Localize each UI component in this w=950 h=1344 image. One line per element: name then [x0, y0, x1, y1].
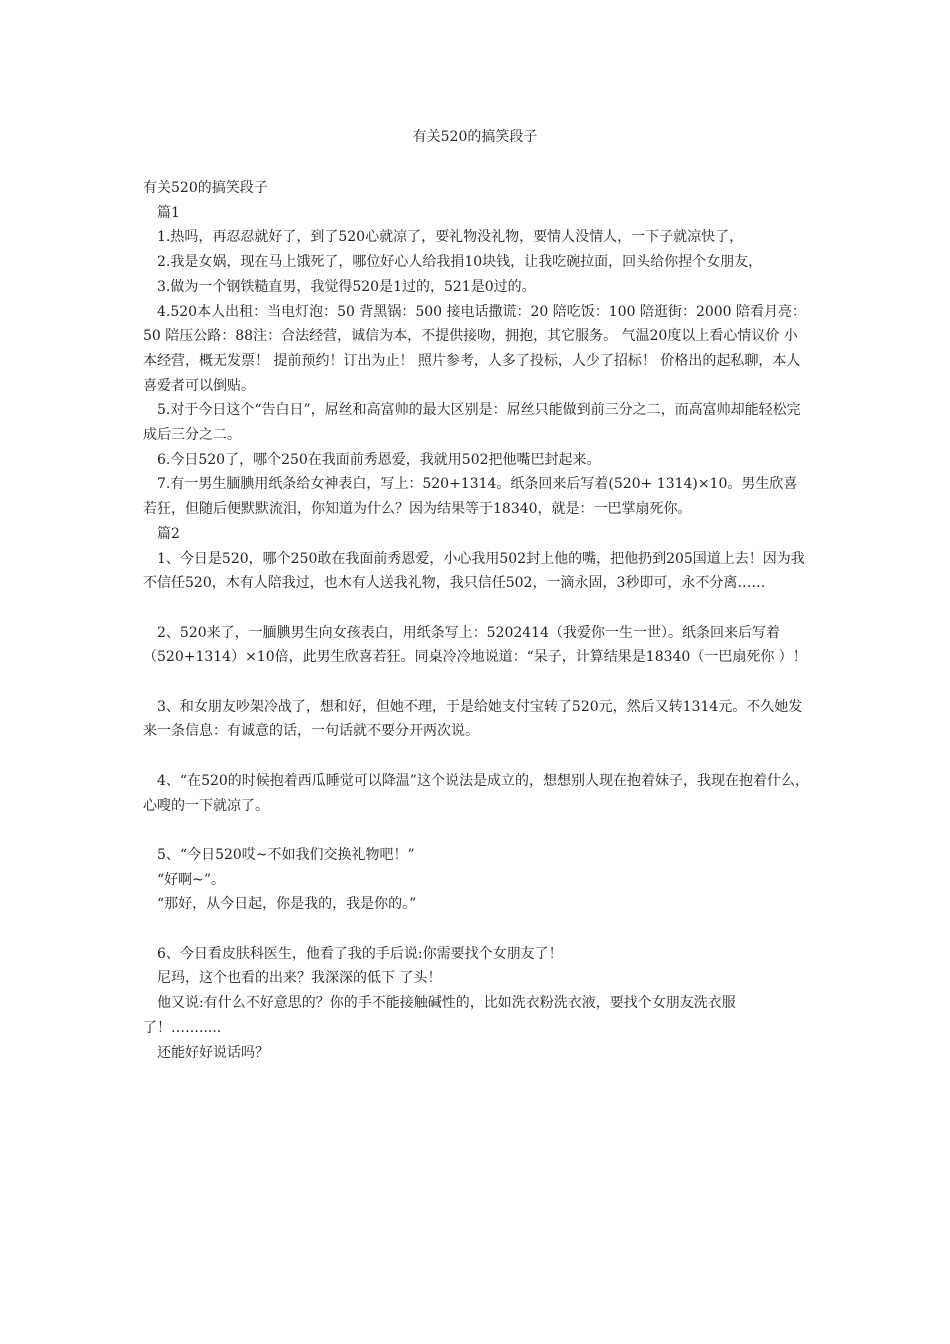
- paragraph: 4.520本人出租：当电灯泡：50 背黑锅：500 接电话撒谎：20 陪吃饭：100 陪逛街：2000 陪看月亮：50 陪压公路：88注：合法经营，诚信为本，不提供接吻，拥抱，其它服务。 气温20度以上看心情议价 小本经营，概无发票！ 提前预约！订出为止！ 照片参考，人多了投标，人少了招标！ 价格出的起私聊，本人喜爱者可以倒贴。: [143, 303, 807, 394]
- paragraph-gap: [143, 744, 809, 769]
- paragraph: 他又说:有什么不好意思的？你的手不能接触碱性的，比如洗衣粉洗衣液，要找个女朋友洗衣服了！…….....: [143, 995, 736, 1036]
- paragraph: “好啊~”。: [157, 871, 226, 888]
- paragraph: 1、今日是520，哪个250敢在我面前秀恩爱，小心我用502封上他的嘴，把他扔到205国道上去！因为我不信任520，木有人陪我过，也木有人送我礼物，我只信任502，一滴永固，3秒即可，永不分离……: [143, 550, 805, 592]
- paragraph: 5.对于今日这个“告白日”，屌丝和高富帅的最大区别是：屌丝只能做到前三分之二，而高富帅却能轻松完成后三分之二。: [143, 402, 801, 444]
- paragraph: 6、今日看皮肤科医生，他看了我的手后说:你需要找个女朋友了！: [157, 945, 563, 962]
- paragraph-gap: [143, 670, 809, 695]
- paragraph: 3.做为一个钢铁糙直男，我觉得520是1过的，521是0过的。: [157, 278, 536, 295]
- paragraph: 1.热吗，再忍忍就好了，到了520心就凉了，要礼物没礼物，要情人没情人，一下子就凉快了，: [157, 229, 744, 246]
- paragraph: 2.我是女娲，现在马上饿死了，哪位好心人给我捐10块钱，让我吃碗拉面，回头给你捏个女朋友，: [157, 254, 763, 271]
- document-body: [143, 176, 809, 1065]
- paragraph: 5、“今日520哎~不如我们交换礼物吧！”: [157, 846, 415, 863]
- paragraph: 7.有一男生腼腆用纸条给女神表白，写上：520+1314。纸条回来后写着(520+ 1314)×10。男生欣喜若狂，但随后便默默流泪，你知道为什么？因为结果等于18340，就是：一巴掌扇死你。: [143, 476, 798, 518]
- document-title: 有关520的搞笑段子: [412, 129, 538, 145]
- section-heading: 篇2: [157, 525, 180, 542]
- paragraph-gap: [143, 596, 809, 621]
- paragraph: “那好，从今日起，你是我的，我是你的。”: [157, 896, 417, 913]
- paragraph: 3、和女朋友吵架冷战了，想和好，但她不理，于是给她支付宝转了520元，然后又转1314元。不久她发来一条信息：有诚意的话，一句话就不要分开两次说。: [143, 698, 803, 740]
- section-heading: 篇1: [157, 204, 180, 221]
- document-subtitle: 有关520的搞笑段子: [143, 180, 268, 196]
- paragraph-gap: [143, 818, 809, 843]
- paragraph-gap: [143, 917, 809, 942]
- paragraph: 6.今日520了，哪个250在我面前秀恩爱，我就用502把他嘴巴封起来。: [157, 451, 601, 468]
- paragraph: 尼玛，这个也看的出来？我深深的低下 了头！: [157, 970, 442, 987]
- paragraph: 4、“在520的时候抱着西瓜睡觉可以降温”这个说法是成立的，想想别人现在抱着妹子，我现在抱着什么，心嗖的一下就凉了。: [143, 772, 809, 814]
- paragraph: 2、520来了，一腼腆男生向女孩表白，用纸条写上：5202414（我爱你一生一世）。纸条回来后写着（520+1314）×10倍，此男生欣喜若狂。同桌冷冷地说道：“呆子，计算结果是18340（一巴扇死你 ）！: [143, 624, 807, 666]
- paragraph: 还能好好说话吗？: [157, 1044, 269, 1061]
